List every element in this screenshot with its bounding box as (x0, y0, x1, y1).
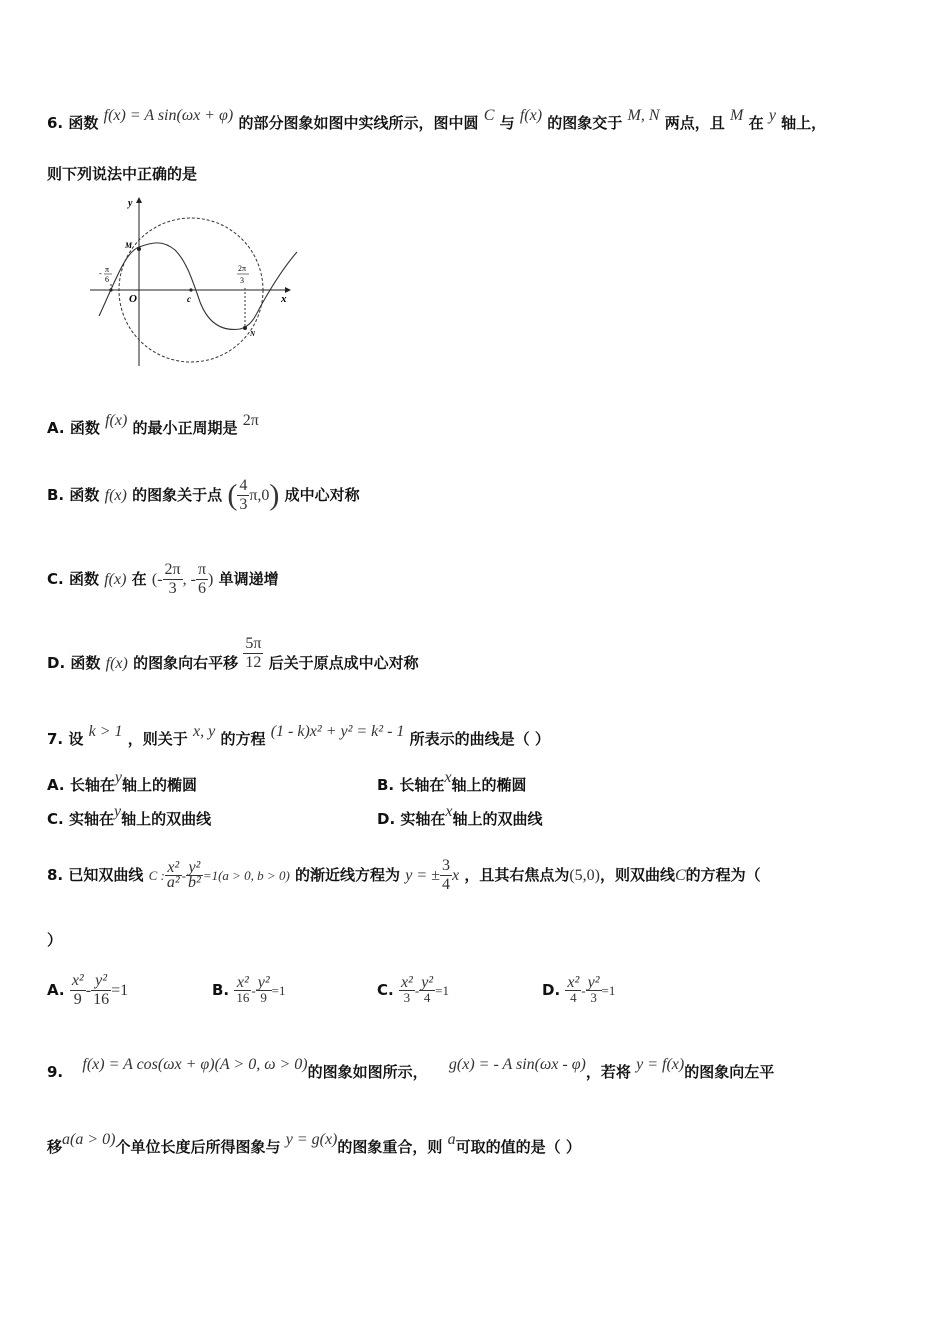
option-post: 成中心对称 (284, 486, 360, 504)
option-label: A. (47, 419, 65, 437)
option-frac: $\frac{5\pi}{12}$ (245, 635, 262, 671)
q8-var-c: C (675, 867, 686, 884)
q8-minus: - (181, 868, 187, 883)
q8-text-b: 的渐近线方程为 (295, 866, 401, 884)
q8-asym-frac: $\frac{3}{4}$ (441, 857, 450, 893)
point-n (243, 326, 247, 330)
q8-cond: =1(a > 0, b > 0) (202, 868, 290, 883)
q9-line2-c: 的图象重合，则 (337, 1138, 443, 1156)
q7-option-d: D. 实轴在x轴上的双曲线 (377, 803, 543, 828)
option-after-frac: π,0 (249, 487, 270, 504)
q6-text-e: 两点，且 (664, 114, 725, 132)
q6-option-d (47, 635, 419, 682)
option-fx: f(x) (105, 655, 128, 672)
option-fx: f(x) (105, 412, 128, 429)
label-3: 3 (240, 276, 244, 285)
q6-option-a (47, 412, 259, 439)
option-label: D. (47, 654, 66, 672)
q8-asym-pre: y = ± (405, 867, 440, 884)
option-fx: f(x) (104, 571, 127, 588)
q6-line2: 则下列说法中正确的是 (47, 165, 198, 183)
q8-curve: C : (148, 868, 165, 883)
q9-line2 (47, 1131, 581, 1158)
option-pre: 函数 (70, 654, 101, 672)
q9-ygx: y = g(x) (285, 1131, 338, 1148)
q8-option-b: B. $\frac{\text{x²}}{16}$ - $\frac{\text{y²}}{9}$ =1 (212, 974, 286, 1005)
q9-line2-d: 可取的值的是（ ） (455, 1138, 581, 1156)
label-o: O (129, 293, 137, 305)
label-y: y (128, 198, 133, 209)
interval-close: ) (208, 571, 214, 588)
q9-var-a: a (447, 1131, 456, 1148)
q9-line2-b: 个单位长度后所得图象与 (115, 1138, 281, 1156)
option-math: 2π (242, 412, 259, 429)
q8-frac-y: $\frac{\text{y²}}{\text{b²}}$ (188, 859, 201, 891)
q8-text-a: 已知双曲线 (68, 866, 144, 884)
q8-option-d: D. $\frac{\text{x²}}{4}$ - $\frac{\text{y²}}{3}$ =1 (542, 974, 616, 1005)
option-mid: 的图象向右平移 (133, 654, 239, 672)
q6-var-y: y (768, 107, 776, 124)
option-post: 单调递增 (218, 570, 279, 588)
label-neg-sign: - (99, 269, 102, 278)
option-mid: 的图象关于点 (132, 486, 223, 504)
q9-text-a: 的图象如图所示， (307, 1063, 428, 1081)
q7-number: 7. (47, 730, 64, 748)
label-m: M (125, 241, 133, 250)
option-fx: f(x) (104, 487, 127, 504)
q6-option-c (47, 561, 279, 598)
q8-option-a: A. $\frac{\text{x²}}{9}$ - $\frac{\text{y²}}{16}$ =1 (47, 972, 129, 1008)
q9-shift: a(a > 0) (62, 1131, 116, 1148)
q7-text-c: 的方程 (220, 730, 266, 748)
option-mid: 的最小正周期是 (132, 419, 238, 437)
q9-formula: f(x) = A cos(ωx + φ)(A > 0, ω > 0) (82, 1056, 308, 1073)
option-label: C. (47, 570, 64, 588)
q7-line1 (47, 723, 550, 750)
label-x: x (281, 293, 287, 305)
label-2pi: 2π (238, 264, 247, 273)
q7-text-b: ，则关于 (127, 730, 188, 748)
q8-asym-post: x (451, 867, 460, 884)
q8-frac-x: $\frac{\text{x²}}{\text{a²}}$ (166, 859, 180, 891)
option-frac-1: $\frac{2\pi}{3}$ (164, 561, 181, 597)
option-mid: 在 (131, 570, 147, 588)
q6-fx: f(x) (519, 107, 543, 124)
q6-graph (85, 192, 305, 372)
q9-g: g(x) = - A sin(ωx - φ) (448, 1056, 586, 1073)
q6-text-c: 与 (499, 114, 515, 132)
point-c (189, 288, 192, 291)
q9-text-c: 的图象向左平 (684, 1063, 775, 1081)
option-pre: 函数 (69, 486, 100, 504)
option-post: 后关于原点成中心对称 (268, 654, 419, 672)
q7-equation: (1 - k)x² + y² = k² - 1 (270, 723, 405, 740)
q6-text-g: 轴上， (781, 114, 827, 132)
q6-text-b: 的部分图象如图中实线所示，图中圆 (238, 114, 479, 132)
label-neg-pi: π (105, 265, 110, 274)
q9-yfx: y = f(x) (636, 1056, 685, 1073)
q6-text-d: 的图象交于 (547, 114, 623, 132)
q6-var-m: M (730, 107, 744, 124)
q6-var-c: C (483, 107, 495, 124)
option-frac: $\frac{4}{3}$ (239, 477, 248, 513)
q7-text-d: 所表示的曲线是（ ） (409, 730, 550, 748)
q9-number: 9. (47, 1063, 64, 1081)
point-m (137, 247, 141, 251)
q6-number: 6. (47, 114, 64, 132)
q8-number: 8. (47, 866, 64, 884)
q8-text-c: ，且其右焦点为 (464, 866, 570, 884)
interval-open: (- (151, 571, 163, 588)
q6-formula: f(x) = A sin(ωx + φ) (103, 107, 234, 124)
q6-option-b: B. 函数 f(x) 的图象关于点 ( $\frac{4}{3}$ π,0) 成中心对称 (47, 477, 360, 513)
q8-close: ） (47, 931, 63, 949)
q8-option-c: C. $\frac{\text{x²}}{3}$ - $\frac{\text{y²}}{4}$ =1 (377, 974, 449, 1005)
q8-text-d: ，则双曲线 (599, 866, 675, 884)
q7-option-a: A. 长轴在y轴上的椭圆 (47, 769, 197, 794)
label-n: N (250, 330, 256, 338)
q7-text-a: 设 (68, 730, 84, 748)
option-frac-2: $\frac{\pi}{6}$ (197, 561, 207, 597)
sine-curve (99, 243, 297, 330)
label-c: c (187, 294, 191, 304)
option-pre: 函数 (69, 419, 100, 437)
q8-focus: (5,0) (569, 867, 600, 884)
q6-text-f: 在 (748, 114, 764, 132)
q7-vars: x, y (193, 723, 216, 740)
q6-points: M, N (627, 107, 660, 124)
q7-option-c: C. 实轴在y轴上的双曲线 (47, 803, 212, 828)
q8-text-e: 的方程为（ (685, 866, 761, 884)
q7-option-b: B. 长轴在x轴上的椭圆 (377, 769, 527, 794)
option-label: B. (47, 486, 65, 504)
q9-text-b: ，若将 (585, 1063, 631, 1081)
q6-text-a: 函数 (68, 114, 99, 132)
interval-sep: , - (182, 571, 196, 588)
q7-cond: k > 1 (88, 723, 123, 740)
q9-line2-a: 移 (47, 1138, 63, 1156)
q6-line1 (47, 107, 827, 134)
q9-line1 (47, 1056, 775, 1083)
label-neg-6: 6 (105, 275, 109, 284)
q8-line1 (47, 857, 761, 894)
point-left (109, 288, 112, 291)
option-pre: 函数 (68, 570, 99, 588)
